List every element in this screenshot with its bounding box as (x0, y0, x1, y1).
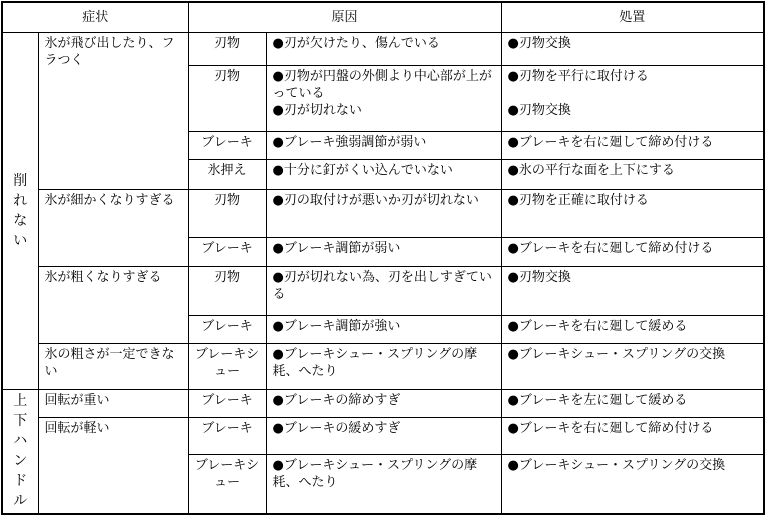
cause-cell: ●ブレーキ強弱調節が弱い (266, 131, 501, 160)
cause-cell: ●刃の取付けが悪いか刃が切れない (266, 190, 501, 238)
symptom-cell: 回転が重い (38, 389, 188, 418)
category-label: 上下ハンドル (13, 393, 28, 510)
part-cell: ブレーキ (188, 131, 266, 160)
part-cell: ブレーキシュー (188, 344, 266, 389)
remedy-cell: ●ブレーキを右に廻して締め付ける (501, 131, 764, 160)
remedy-cell: ●ブレーキシュー・スプリングの交換 (501, 454, 764, 514)
cause-cell: ●ブレーキ調節が弱い (266, 238, 501, 267)
troubleshooting-table (1, 1, 765, 515)
header-remedy: 処置 (501, 2, 764, 32)
cause-cell: ●刃が切れない為、刃を出しすぎている (266, 267, 501, 315)
cause-cell (266, 65, 501, 131)
cause-line: ●刃物が円盤の外側より中心部が上がっている (272, 68, 492, 101)
remedy-cell: ●刃物交換 (501, 32, 764, 65)
table-row (2, 344, 764, 389)
remedy-line: ●刃物を平行に取付ける (507, 68, 649, 84)
category-label: 削れない (13, 172, 28, 249)
header-cause: 原因 (188, 2, 501, 32)
part-cell: ブレーキ (188, 315, 266, 344)
table-row (2, 389, 764, 418)
table-row (2, 267, 764, 315)
header-row (2, 2, 764, 32)
remedy-cell: ●ブレーキを右に廻して締め付ける (501, 418, 764, 454)
part-cell: ブレーキ (188, 389, 266, 418)
cause-cell: ●ブレーキの緩めすぎ (266, 418, 501, 454)
cause-cell: ●ブレーキシュー・スプリングの摩耗、へたり (266, 454, 501, 514)
part-cell: 刃物 (188, 190, 266, 238)
part-cell: ブレーキ (188, 238, 266, 267)
part-cell: 刃物 (188, 32, 266, 65)
header-symptom: 症状 (2, 2, 188, 32)
cause-cell: ●刃が欠けたり、傷んでいる (266, 32, 501, 65)
cause-cell: ●ブレーキ調節が強い (266, 315, 501, 344)
remedy-cell (501, 65, 764, 131)
remedy-line: ●刃物交換 (507, 102, 571, 118)
table-row (2, 190, 764, 238)
symptom-cell: 氷の粗さが一定できない (38, 344, 188, 389)
remedy-cell: ●刃物を正確に取付ける (501, 190, 764, 238)
remedy-cell: ●刃物交換 (501, 267, 764, 315)
symptom-cell: 氷が飛び出したり、フラつく (38, 32, 188, 189)
remedy-cell: ●ブレーキを右に廻して締め付ける (501, 238, 764, 267)
cause-cell: ●ブレーキシュー・スプリングの摩耗、へたり (266, 344, 501, 389)
symptom-cell: 氷が細かくなりすぎる (38, 190, 188, 267)
category-handle (2, 389, 38, 514)
part-cell: 刃物 (188, 267, 266, 315)
remedy-cell: ●ブレーキシュー・スプリングの交換 (501, 344, 764, 389)
cause-cell: ●十分に釘がくい込んでいない (266, 160, 501, 190)
symptom-cell: 回転が軽い (38, 418, 188, 514)
part-cell: ブレーキ (188, 418, 266, 454)
remedy-cell: ●ブレーキを左に廻して緩める (501, 389, 764, 418)
part-cell: ブレーキシュー (188, 454, 266, 514)
cause-cell: ●ブレーキの締めすぎ (266, 389, 501, 418)
remedy-cell: ●ブレーキを右に廻して緩める (501, 315, 764, 344)
table-row (2, 32, 764, 65)
cause-line: ●刃が切れない (272, 102, 362, 118)
remedy-cell: ●氷の平行な面を上下にする (501, 160, 764, 190)
category-cannot-shave (2, 32, 38, 389)
part-cell: 刃物 (188, 65, 266, 131)
part-cell: 氷押え (188, 160, 266, 190)
table-row (2, 418, 764, 454)
symptom-cell: 氷が粗くなりすぎる (38, 267, 188, 344)
